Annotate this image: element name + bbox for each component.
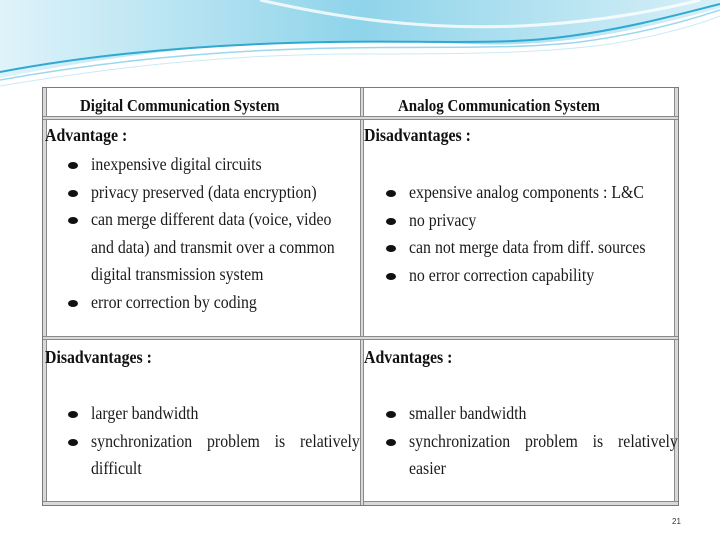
bullet-icon [68, 439, 78, 446]
list-item: inexpensive digital circuits [43, 151, 355, 179]
analog-disadvantages-list [361, 179, 673, 289]
header-divider [43, 116, 678, 120]
bullet-icon [386, 411, 396, 418]
page-number: 21 [672, 517, 681, 526]
list-item: expensive analog components : L&C [361, 179, 673, 207]
analog-disadvantages-title: Disadvantages : [364, 125, 471, 145]
bullet-icon [386, 190, 396, 197]
bullet-icon [386, 439, 396, 446]
list-item: no privacy [361, 207, 673, 235]
bullet-icon [68, 411, 78, 418]
list-item: error correction by coding [43, 289, 355, 317]
digital-advantage-title: Advantage : [45, 125, 128, 145]
analog-advantages-list [361, 400, 677, 483]
digital-advantage-list [43, 151, 355, 316]
digital-disadvantages-title: Disadvantages : [45, 347, 152, 367]
decorative-wave-banner [0, 0, 720, 90]
analog-advantages-title: Advantages : [364, 347, 453, 367]
header-digital: Digital Communication System [80, 96, 280, 115]
digital-disadvantages-list [43, 400, 359, 483]
list-item: privacy preserved (data encryption) [43, 179, 355, 207]
list-item: can not merge data from diff. sources [361, 234, 673, 262]
bullet-icon [386, 218, 396, 225]
list-item: larger bandwidth [43, 400, 359, 428]
list-item: smaller bandwidth [361, 400, 677, 428]
bullet-icon [68, 217, 78, 224]
bullet-icon [386, 245, 396, 252]
comparison-table [42, 87, 679, 506]
bullet-icon [68, 162, 78, 169]
list-item: synchronization problem is relatively difficult [43, 428, 359, 483]
list-item: no error correction capability [361, 262, 673, 290]
row-divider [43, 336, 678, 340]
list-item: can merge different data (voice, video and data) and transmit over a common digital transmission system [43, 206, 355, 289]
bullet-icon [68, 300, 78, 307]
header-analog: Analog Communication System [398, 96, 600, 115]
list-item: synchronization problem is relatively easier [361, 428, 677, 483]
bullet-icon [68, 190, 78, 197]
bullet-icon [386, 273, 396, 280]
